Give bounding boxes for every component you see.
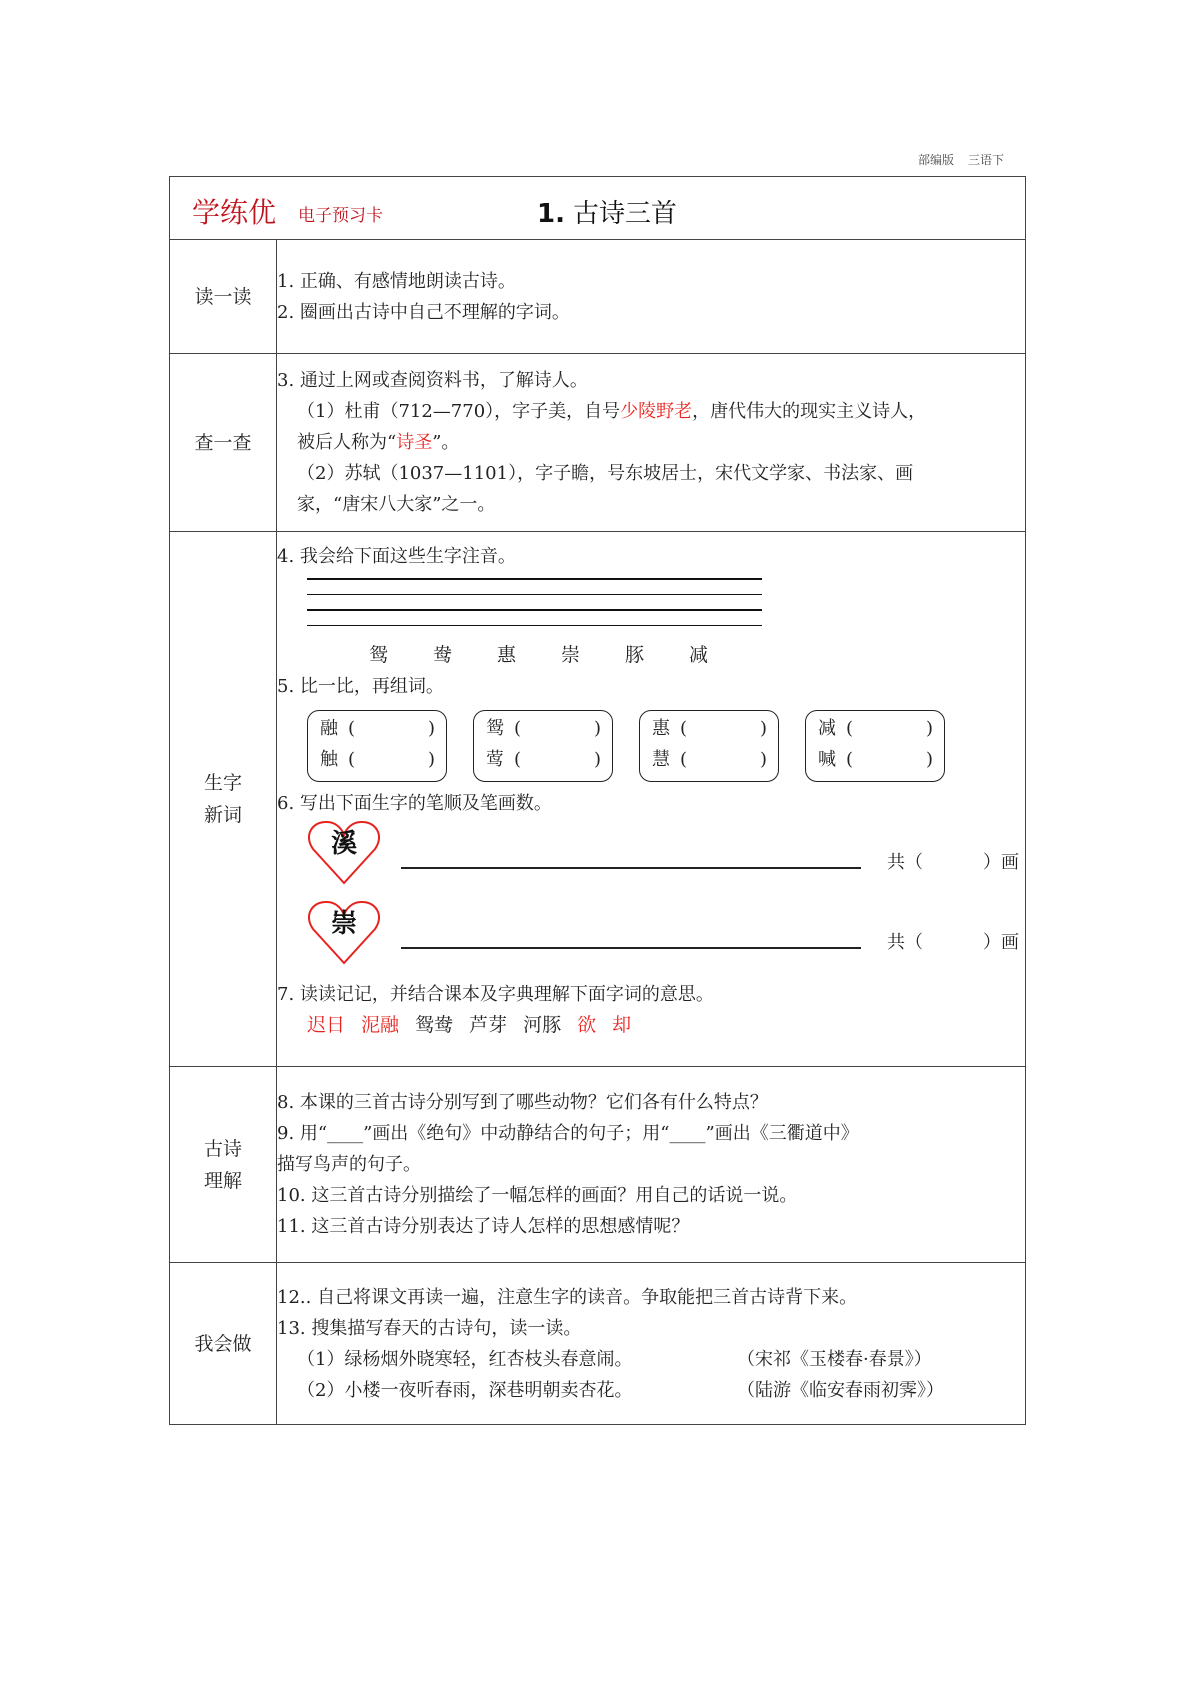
poem-line: （2）小楼一夜听春雨，深巷明朝卖杏花。 （陆游《临安春雨初霁》） — [277, 1375, 1025, 1406]
section-understand — [170, 1067, 1026, 1263]
task-line: 9. 用“____”画出《绝句》中动静结合的句子；用“____”画出《三衢道中》 — [277, 1123, 859, 1144]
section-body — [277, 240, 1026, 354]
compare-box[interactable]: 融 ( ) 触 ( ) — [307, 710, 447, 782]
vocab-word: 迟日 — [307, 1014, 346, 1036]
poet-dufu-cont: 被后人称为“诗圣”。 — [297, 432, 460, 453]
heart-icon: 崇 — [307, 899, 381, 965]
lesson-number: 1. — [537, 199, 565, 229]
task-line: 3. 通过上网或查阅资料书，了解诗人。 — [277, 370, 588, 391]
task-line: 2. 圈画出古诗中自己不理解的字词。 — [277, 301, 570, 323]
preview-card-table — [169, 176, 1026, 1425]
task-line: 13. 搜集描写春天的古诗句，读一读。 — [277, 1317, 582, 1339]
lesson-title — [537, 193, 677, 230]
poet-dufu: （1）杜甫（712—770），字子美，自号少陵野老，唐代伟大的现实主义诗人， — [297, 401, 927, 422]
section-label: 古诗 理解 — [170, 1067, 277, 1263]
lesson-title-text: 古诗三首 — [572, 199, 677, 229]
task-line: 10. 这三首古诗分别描绘了一幅怎样的画面？用自己的话说一说。 — [277, 1185, 798, 1206]
section-read — [170, 240, 1026, 354]
pinyin-writing-lines[interactable] — [307, 578, 762, 626]
task-line: 6. 写出下面生字的笔顺及笔画数。 — [277, 793, 552, 814]
compare-box[interactable]: 减 ( ) 喊 ( ) — [805, 710, 945, 782]
edition-label: 部编版 — [918, 153, 955, 167]
section-label: 我会做 — [170, 1263, 277, 1425]
grade-label: 三语下 — [968, 153, 1005, 167]
task-line: 12.. 自己将课文再读一遍，注意生字的读音。争取能把三首古诗背下来。 — [277, 1286, 858, 1308]
poem-source: （宋祁《玉楼春·春景》） — [737, 1348, 932, 1370]
section-body — [277, 532, 1026, 1067]
section-label: 查一查 — [170, 354, 277, 532]
edition-note — [918, 151, 1004, 168]
highlight-text: 少陵野老 — [620, 401, 693, 422]
section-body — [277, 354, 1026, 532]
poem-source: （陆游《临安春雨初霁》） — [737, 1379, 944, 1401]
section-body — [277, 1263, 1026, 1425]
section-lookup — [170, 354, 1026, 532]
task-line: 描写鸟声的句子。 — [277, 1154, 421, 1175]
task-line: 1. 正确、有感情地朗读古诗。 — [277, 270, 516, 292]
compare-box[interactable]: 惠 ( ) 慧 ( ) — [639, 710, 779, 782]
stroke-order-line[interactable] — [401, 867, 861, 869]
stroke-order-row — [277, 899, 1025, 979]
task-line: 5. 比一比，再组词。 — [277, 676, 444, 697]
vocab-word: 芦芽 — [469, 1014, 508, 1036]
pinyin-target-chars: 鸳 鸯 惠 崇 豚 减 — [369, 644, 709, 666]
vocab-word: 鸳鸯 — [415, 1014, 454, 1036]
task-line: 11. 这三首古诗分别表达了诗人怎样的思想感情呢？ — [277, 1216, 690, 1237]
card-header — [170, 177, 1026, 240]
brand-logo: 学练优 — [192, 196, 277, 229]
vocab-word: 泥融 — [361, 1014, 400, 1036]
brand-subtitle: 电子预习卡 — [298, 206, 383, 226]
highlight-text: 诗圣 — [396, 432, 433, 453]
vocab-word: 欲 — [577, 1014, 597, 1036]
heart-icon: 溪 — [307, 819, 381, 885]
stroke-count[interactable]: 共（ ）画 — [887, 932, 1019, 953]
task-line: 4. 我会给下面这些生字注音。 — [277, 546, 516, 567]
section-vocab — [170, 532, 1026, 1067]
stroke-order-row — [277, 819, 1025, 899]
poem-line: （1）绿杨烟外晓寒轻，红杏枝头春意闹。 （宋祁《玉楼春·春景》） — [277, 1344, 1025, 1375]
vocab-word: 河豚 — [523, 1014, 562, 1036]
compare-boxes — [307, 710, 1025, 782]
stroke-order-line[interactable] — [401, 947, 861, 949]
poet-sushi-cont: 家，“唐宋八大家”之一。 — [297, 494, 496, 515]
task-line: 7. 读读记记，并结合课本及字典理解下面字词的意思。 — [277, 984, 714, 1005]
compare-box[interactable]: 鸳 ( ) 莺 ( ) — [473, 710, 613, 782]
section-practice — [170, 1263, 1026, 1425]
section-label: 生字 新词 — [170, 532, 277, 1067]
stroke-count[interactable]: 共（ ）画 — [887, 852, 1019, 873]
section-label: 读一读 — [170, 240, 277, 354]
vocab-words — [277, 1010, 1025, 1041]
task-line: 8. 本课的三首古诗分别写到了哪些动物？它们各有什么特点？ — [277, 1092, 768, 1113]
section-body — [277, 1067, 1026, 1263]
poet-sushi: （2）苏轼（1037—1101），字子瞻，号东坡居士，宋代文学家、书法家、画 — [297, 463, 914, 484]
vocab-word: 却 — [612, 1014, 632, 1036]
